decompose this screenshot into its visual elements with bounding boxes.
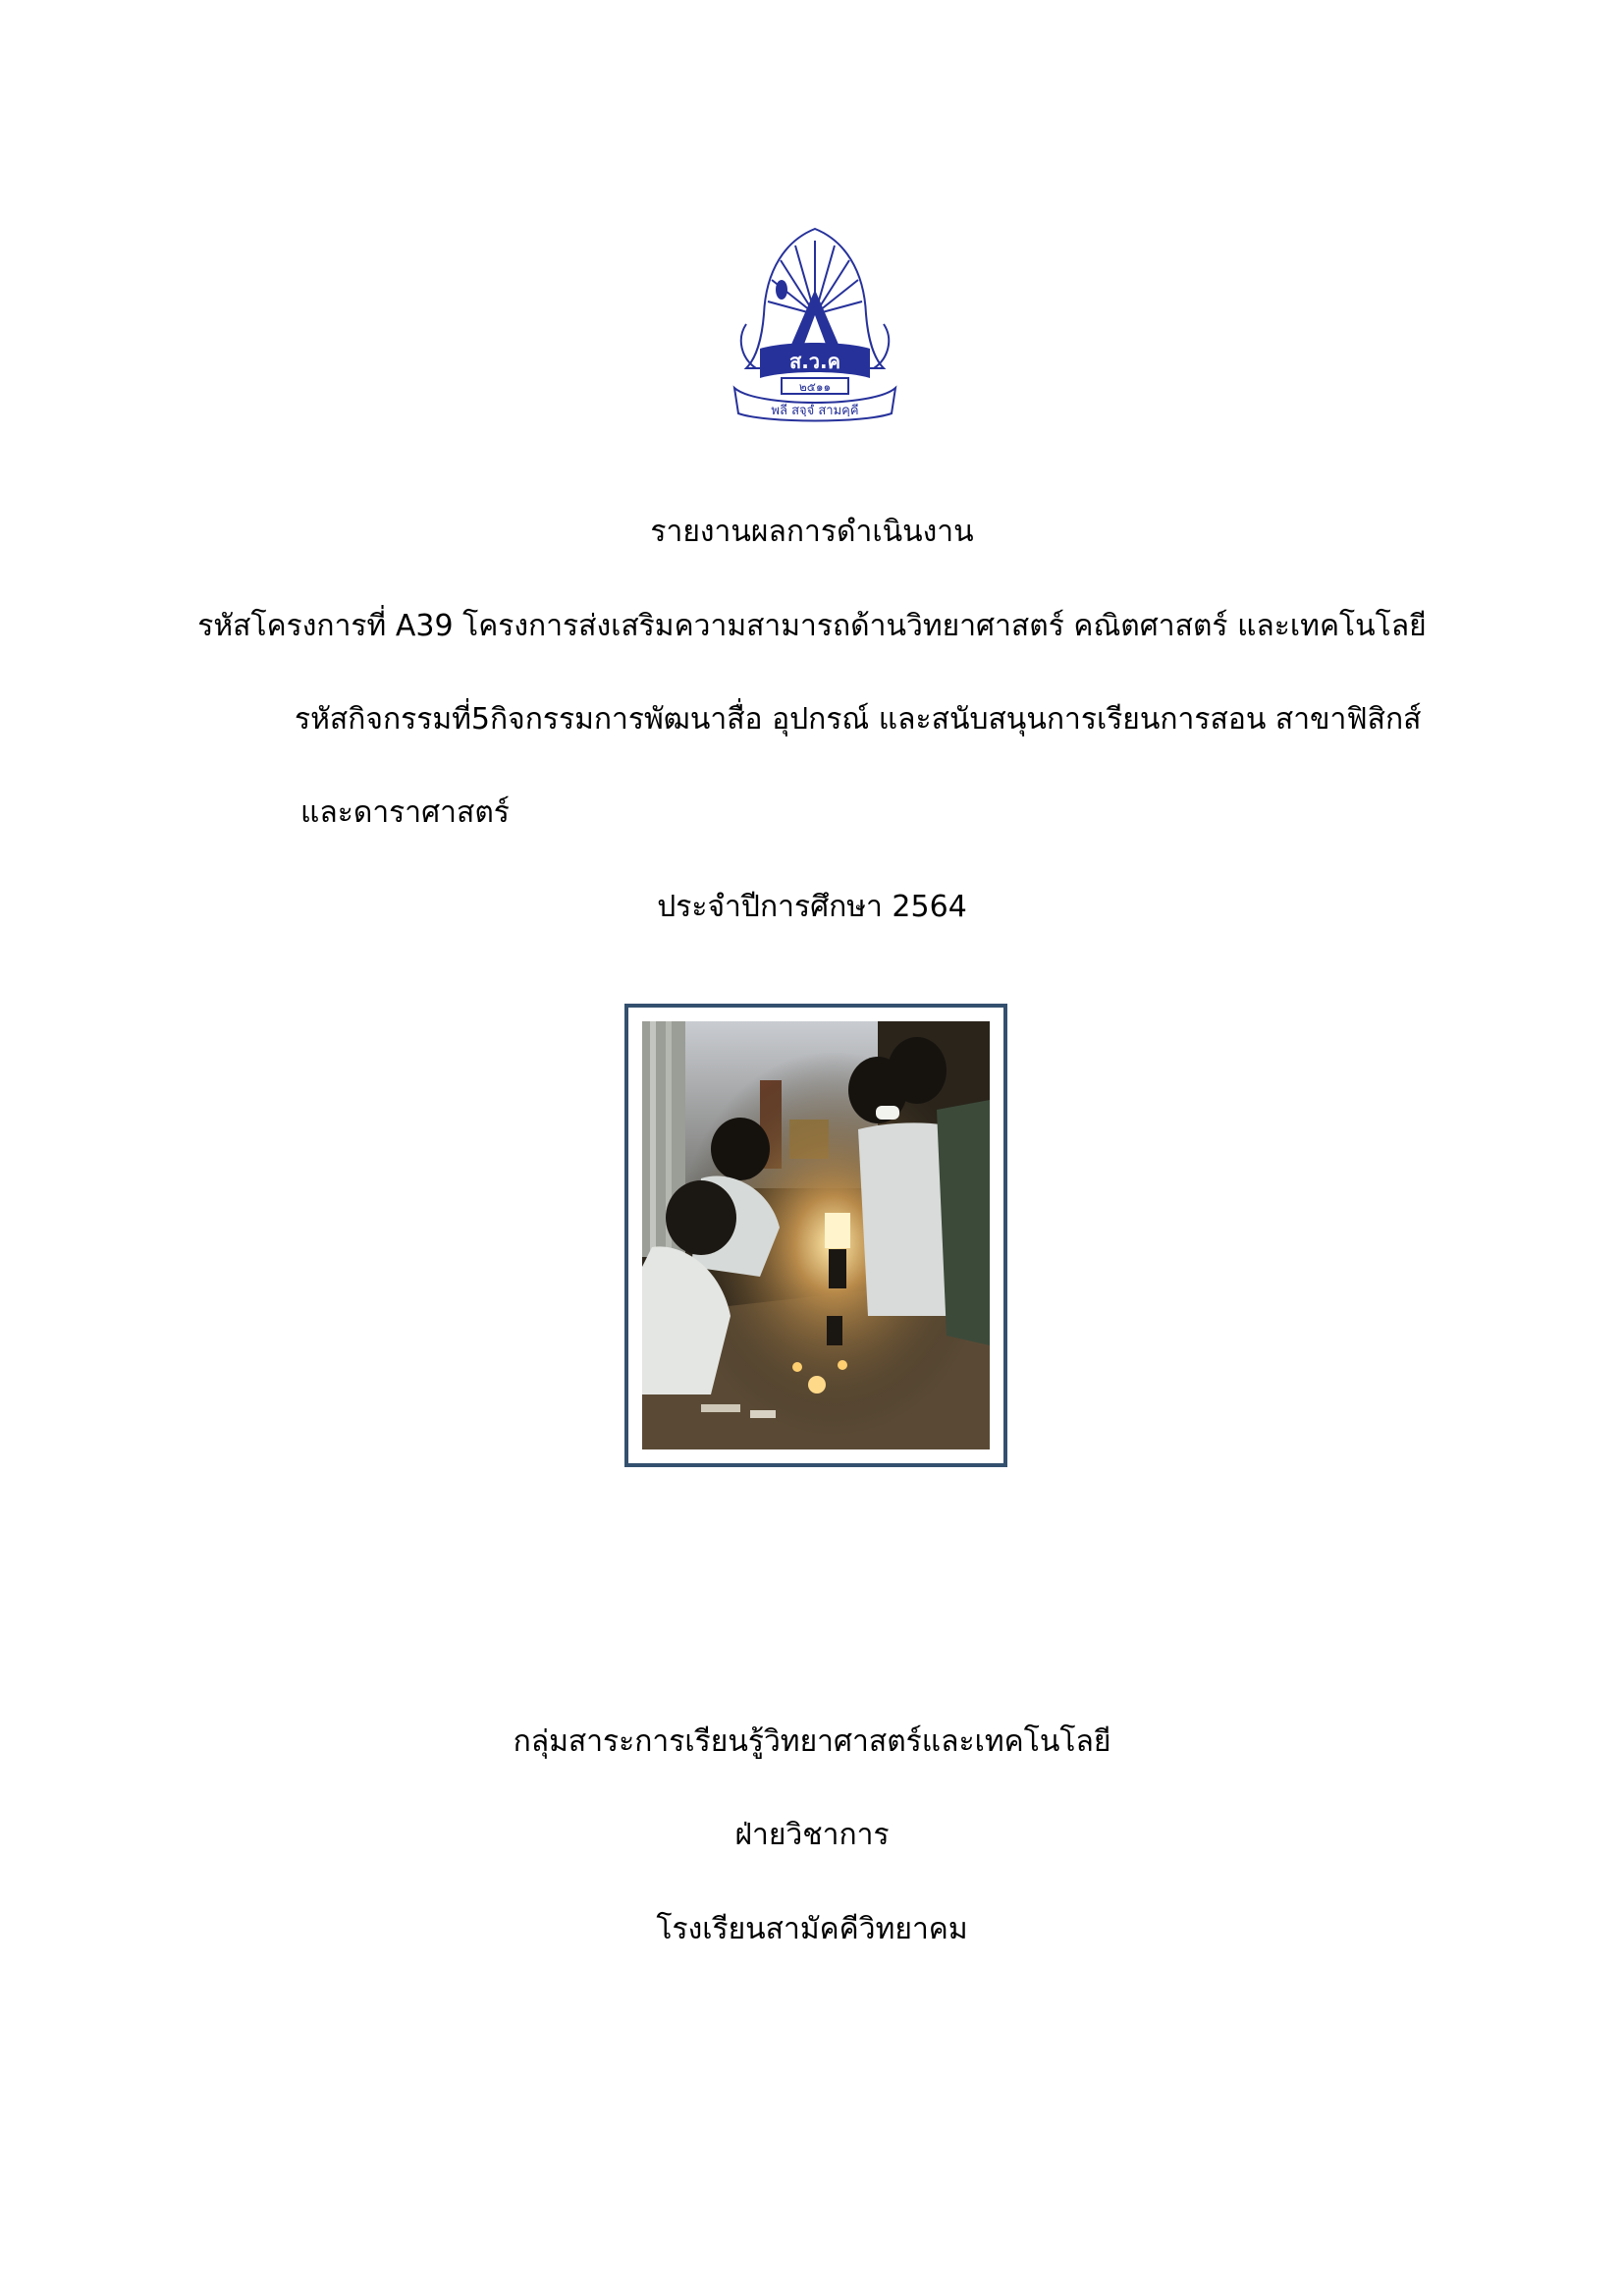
project-line: รหัสโครงการที่ A39 โครงการส่งเสริมความสามารถด้านวิทยาศาสตร์ คณิตศาสตร์ และเทคโนโลยี <box>197 609 1427 643</box>
school-emblem-graphic <box>727 221 903 422</box>
department-line: กลุ่มสาระการเรียนรู้วิทยาศาสตร์และเทคโนโลยี <box>513 1724 1111 1759</box>
svg-text:๒๕๑๑: ๒๕๑๑ <box>798 380 832 394</box>
school-emblem-icon <box>727 221 903 422</box>
division-line: ฝ่ายวิชาการ <box>734 1818 890 1852</box>
photo-frame <box>624 1004 1007 1467</box>
academic-year-line: ประจำปีการศึกษา 2564 <box>657 890 967 924</box>
photo-graphic <box>642 1021 990 1449</box>
svg-text:ส.ว.ค: ส.ว.ค <box>788 350 841 373</box>
activity-line-1: รหัสกิจกรรมที่5กิจกรรมการพัฒนาสื่อ อุปกรณ์ และสนับสนุนการเรียนการสอน สาขาฟิสิกส์ <box>295 702 1422 737</box>
students-experiment-photo <box>642 1021 990 1449</box>
activity-line-2: และดาราศาสตร์ <box>300 795 510 830</box>
school-name-line: โรงเรียนสามัคคีวิทยาคม <box>656 1912 968 1946</box>
report-title: รายงานผลการดำเนินงาน <box>650 515 974 549</box>
svg-text:พลี สจฺจํ สามคฺคี: พลี สจฺจํ สามคฺคี <box>771 404 859 418</box>
